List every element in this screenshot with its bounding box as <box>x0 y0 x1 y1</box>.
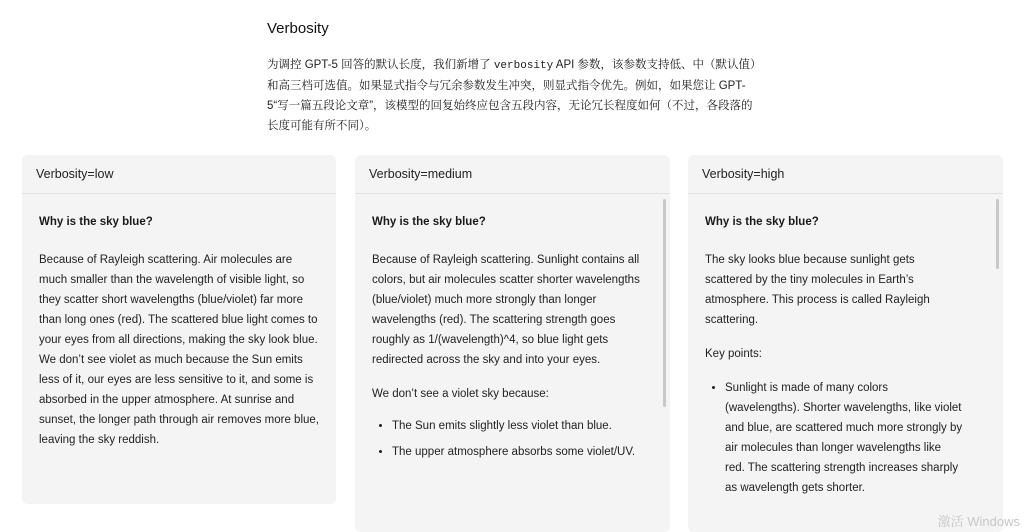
card-body[interactable] <box>688 194 1003 532</box>
card-header: Verbosity=medium <box>355 155 670 194</box>
bullet-list <box>372 416 642 462</box>
card-verbosity-low <box>22 155 336 504</box>
answer-paragraph: The sky looks blue because sunlight gets scattered by the tiny molecules in Earth’s atmosphere. This process is called Rayleigh scattering. <box>705 254 930 326</box>
scrollbar[interactable] <box>663 199 666 407</box>
list-item: • The Sun emits slightly less violet than blue. <box>392 416 642 436</box>
desc-text-2: API 参数，该参数支持低、中（默认值）和高三档可选值。如果显式指令与冗余参数发生冲突，则显式指令优先。例如，如果您让 GPT-5“写一篇五段论文章”，该模型的回复始终应包含五段内容，无论冗长程度如何（不过，各段落的长度可能有所不同）。 <box>267 59 756 132</box>
scrollbar[interactable] <box>996 199 999 269</box>
section-title: Verbosity <box>267 20 329 37</box>
card-verbosity-medium <box>355 155 670 532</box>
answer-paragraph: Key points: <box>705 348 762 360</box>
section-description <box>267 55 757 136</box>
list-item: • Sunlight is made of many colors (wavelengths). Shorter wavelengths, like violet and blue, are scattered much more strongly by air molecules than longer wavelengths like red. The scattering strength increases sharply as wavelength gets shorter. <box>725 378 963 498</box>
card-header: Verbosity=high <box>688 155 1003 194</box>
question: Why is the sky blue? <box>705 216 819 228</box>
card-verbosity-high <box>688 155 1003 532</box>
verbosity-section <box>267 20 757 136</box>
code-verbosity: verbosity <box>493 60 554 72</box>
question: Why is the sky blue? <box>372 216 486 228</box>
answer-paragraph: We don’t see a violet sky because: <box>372 388 549 400</box>
card-header: Verbosity=low <box>22 155 336 194</box>
bullet-list <box>705 378 963 498</box>
windows-activation-watermark: 激活 Windows <box>937 514 1020 529</box>
card-body[interactable] <box>355 194 670 532</box>
card-body[interactable] <box>22 194 336 504</box>
answer-paragraph: Because of Rayleigh scattering. Air molecules are much smaller than the wavelength of visible light, so they scatter short wavelengths (blue/violet) far more than long ones (red). The scattered blue light comes to your eyes from all directions, making the sky look blue. We don’t see violet as much because the Sun emits less of it, our eyes are less sensitive to it, and some is absorbed in the upper atmosphere. At sunrise and sunset, the longer path through air removes more blue, leaving the sky reddish. <box>39 254 319 446</box>
answer-paragraph: Because of Rayleigh scattering. Sunlight contains all colors, but air molecules scatter shorter wavelengths (blue/violet) much more strongly than longer wavelengths (red). The scattering strength goes roughly as 1/(wavelength)^4, so blue light gets redirected across the sky and into your eyes. <box>372 254 640 366</box>
desc-text-1: 为调控 GPT-5 回答的默认长度，我们新增了 <box>267 59 494 71</box>
list-item: • The upper atmosphere absorbs some violet/UV. <box>392 442 642 462</box>
question: Why is the sky blue? <box>39 216 153 228</box>
